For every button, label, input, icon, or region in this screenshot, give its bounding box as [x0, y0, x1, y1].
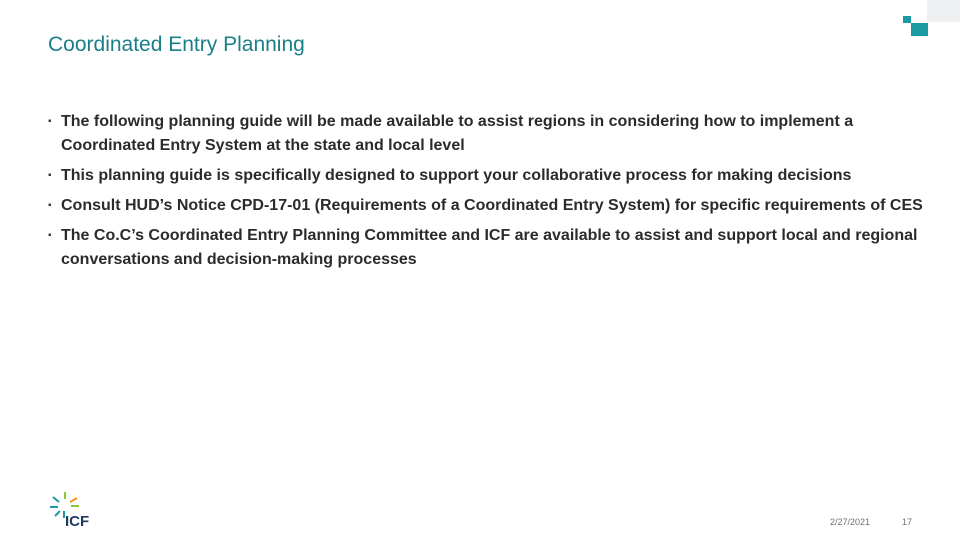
slide-title: Coordinated Entry Planning [48, 33, 305, 56]
bullet-marker-icon: ▪ [48, 170, 52, 181]
bullet-marker-icon: ▪ [48, 116, 52, 127]
corner-decoration-small-square [903, 16, 911, 23]
bullet-marker-icon: ▪ [48, 200, 52, 211]
bullet-item [48, 164, 928, 188]
bullet-item [48, 224, 928, 272]
page-number: 17 [902, 517, 913, 527]
footer-date: 2/27/2021 [830, 517, 871, 527]
corner-decoration-light [927, 0, 960, 22]
bullet-marker-icon: ▪ [48, 230, 52, 241]
logo-text: ICF [65, 513, 90, 528]
bullet-item [48, 110, 928, 158]
bullet-item [48, 194, 928, 218]
corner-decoration-square [911, 23, 928, 36]
bullet-text: The following planning guide will be made available to assist regions in considering how to implement a Coordinated Entry System at the state and local level [61, 113, 854, 154]
icf-logo-icon [48, 490, 108, 528]
bullet-list [48, 110, 928, 278]
bullet-text: Consult HUD’s Notice CPD-17-01 (Requirements of a Coordinated Entry System) for specific requirements of CES [61, 197, 923, 214]
bullet-text: This planning guide is specifically designed to support your collaborative process for making decisions [61, 167, 852, 184]
bullet-text: The Co.C’s Coordinated Entry Planning Committee and ICF are available to assist and support local and regional conversations and decision-making processes [61, 227, 918, 268]
icf-logo [48, 490, 108, 528]
